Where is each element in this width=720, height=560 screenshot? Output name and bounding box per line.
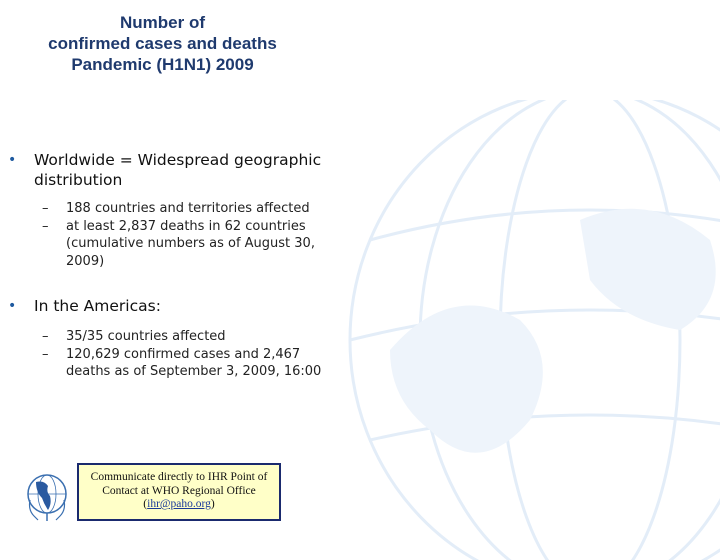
sub-item	[8, 218, 323, 271]
sub-list-worldwide	[8, 200, 323, 270]
dash-marker: –	[42, 346, 49, 362]
email-link[interactable]: ihr@paho.org	[147, 498, 211, 510]
callout-line-1: Communicate directly to IHR Point of	[90, 471, 268, 483]
globe-watermark-icon	[330, 100, 720, 560]
title-line-1: Number of	[120, 13, 205, 32]
dash-marker: –	[42, 329, 49, 344]
ihr-contact-callout	[77, 463, 281, 521]
page-title	[0, 12, 325, 75]
sub-item-text: 120,629 confirmed cases and 2,467 deaths as of September 3, 2009, 16:00	[66, 346, 322, 379]
bullet-worldwide	[8, 150, 323, 190]
bullet-americas	[8, 296, 323, 316]
title-line-2: confirmed cases and deaths	[48, 34, 277, 53]
close-paren: )	[210, 498, 215, 510]
bullet-dot: •	[8, 152, 17, 168]
bullet-list	[8, 150, 323, 381]
callout-line-3	[79, 498, 279, 512]
bullet-text: Worldwide = Widespread geographic distribution	[34, 151, 322, 189]
sub-item-text: at least 2,837 deaths in 62 countries (cumulative numbers as of August 30, 2009)	[66, 218, 315, 269]
sub-item-text: 35/35 countries affected	[66, 329, 226, 344]
sub-item	[8, 328, 323, 346]
paho-globe-logo-icon	[24, 470, 70, 522]
dash-marker: –	[42, 201, 49, 216]
bullet-dot: •	[8, 298, 17, 314]
bullet-text: In the Americas:	[34, 297, 161, 315]
sub-item	[8, 200, 323, 218]
open-paren: (	[143, 498, 148, 510]
sub-item-text: 188 countries and territories affected	[66, 201, 310, 216]
title-line-3: Pandemic (H1N1) 2009	[71, 55, 254, 74]
callout-line-2: Contact at WHO Regional Office	[102, 484, 256, 497]
sub-item	[8, 346, 323, 381]
dash-marker: –	[42, 218, 49, 234]
sub-list-americas	[8, 328, 323, 381]
